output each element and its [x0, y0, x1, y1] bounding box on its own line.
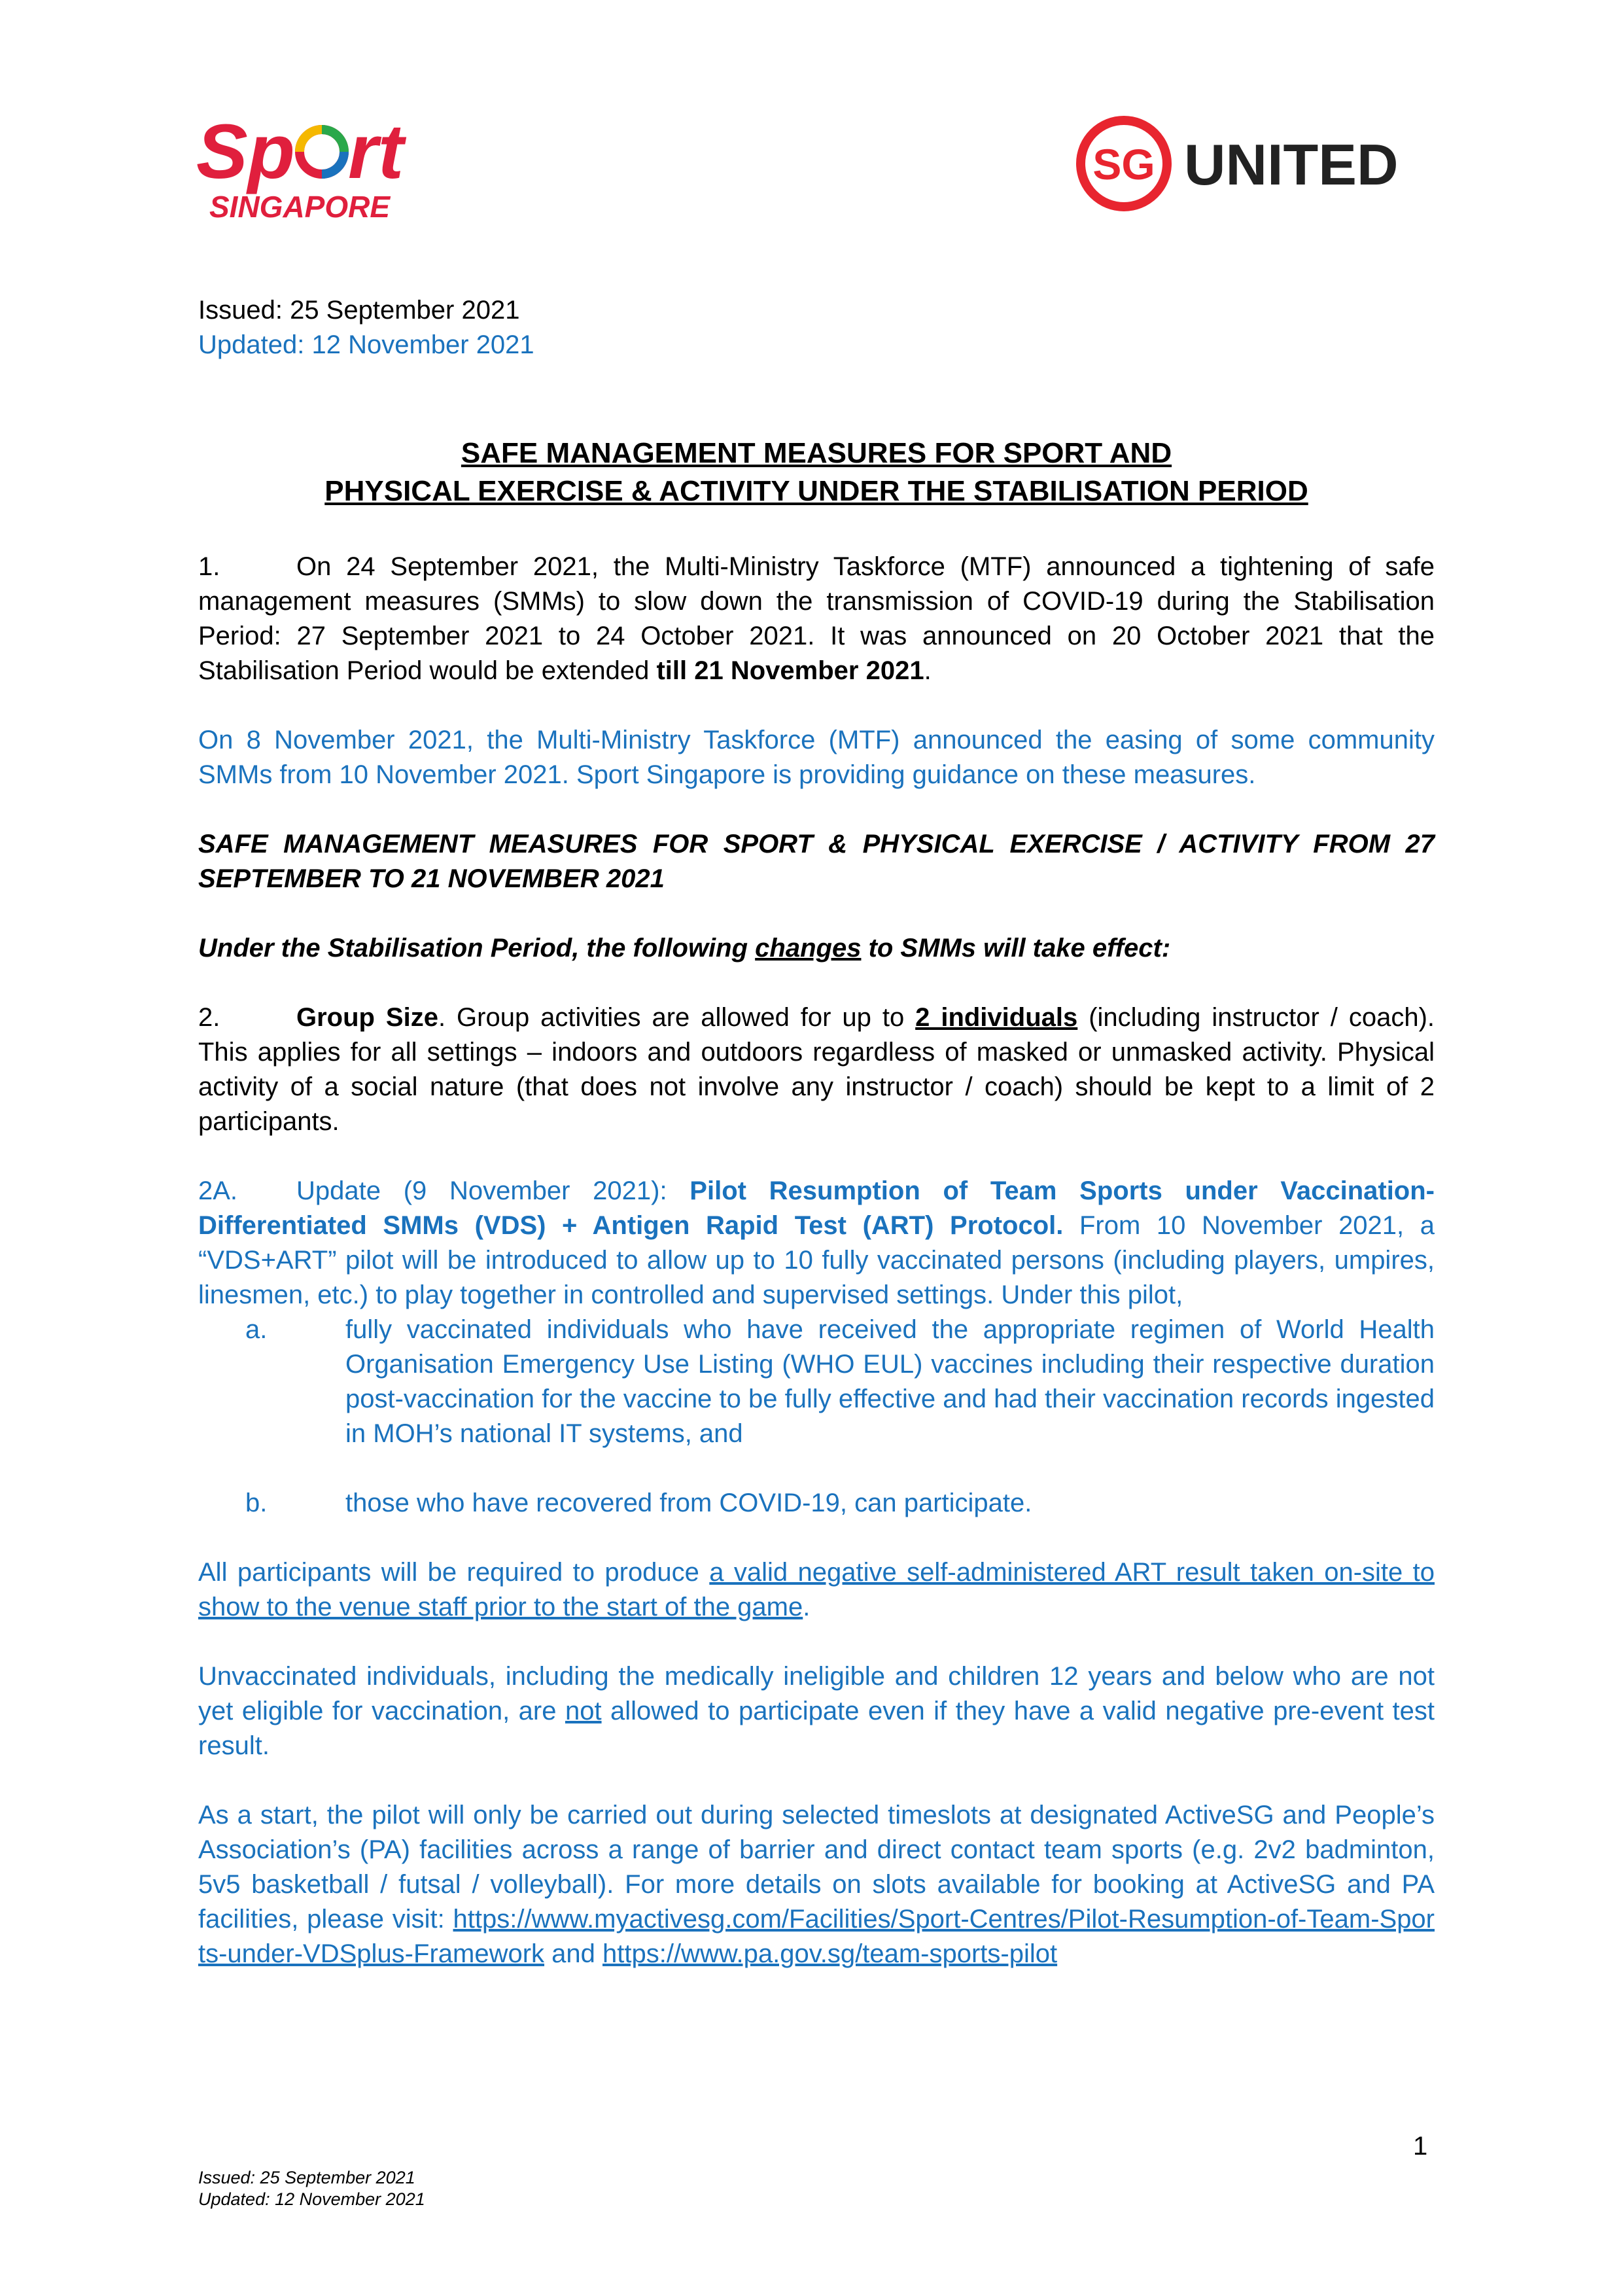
footer-issued: Issued: 25 September 2021 — [198, 2168, 415, 2187]
footer-updated: Updated: 12 November 2021 — [198, 2189, 425, 2209]
logo-sport-text-2: rt — [348, 109, 404, 195]
pa-link[interactable]: https://www.pa.gov.sg/team-sports-pilot — [602, 1939, 1058, 1968]
sport-singapore-logo — [196, 105, 445, 229]
section-heading: SAFE MANAGEMENT MEASURES FOR SPORT & PHYSICAL EXERCISE / ACTIVITY FROM 27 SEPTEMBER TO 21 NOVEMBER 2021 — [198, 830, 1435, 893]
updated-date: Updated: 12 November 2021 — [198, 330, 534, 359]
group-size-label: Group Size — [296, 1003, 438, 1032]
unvaccinated-note: Unvaccinated individuals, including the medically ineligible and children 12 years and below who are not yet eligible for vaccination, are not allowed to participate even if they have a valid negative pre-event test result. — [198, 1662, 1435, 1760]
logo-sport-ring-icon — [300, 130, 344, 174]
paragraph-1: 1. On 24 September 2021, the Multi-Ministry Taskforce (MTF) announced a tightening of safe management measures (SMMs) to slow down the transmission of COVID-19 during the Stabilisation Period: 27 September 2021 to 24 October 2021. It was announced on 20 October 2021 that the Stabilisation Period would be extended till 21 November 2021. — [198, 550, 1435, 688]
united-text: UNITED — [1184, 132, 1399, 197]
activesg-link[interactable]: https://www.myactivesg.com/Facilities/Sport-Centres/Pilot-Resumption-of-Team-Sports-under-VDSplus-Framework — [198, 1905, 1435, 1968]
list-item: a. fully vaccinated individuals who have received the appropriate regimen of World Health Organisation Emergency Use Listing (WHO EUL) vaccines including their respective duration post-vaccination for the vaccine to be fully effective and had their vaccination records ingested in MOH’s national IT systems, and — [245, 1315, 1435, 1448]
sg-badge-text: SG — [1092, 140, 1155, 188]
issued-date: Issued: 25 September 2021 — [198, 296, 520, 325]
group-size-limit: 2 individuals — [915, 1003, 1078, 1032]
title-line-2: PHYSICAL EXERCISE & ACTIVITY UNDER THE STABILISATION PERIOD — [324, 475, 1308, 507]
changes-intro: Under the Stabilisation Period, the following changes to SMMs will take effect: — [198, 934, 1171, 963]
paragraph-2a: 2A. Update (9 November 2021): Pilot Resumption of Team Sports under Vaccination-Differentiated SMMs (VDS) + Antigen Rapid Test (ART) Protocol. From 10 November 2021, a “VDS+ART” pilot will be introduced to allow up to 10 fully vaccinated persons (including players, umpires, linesmen, etc.) to play together in controlled and supervised settings. Under this pilot, — [198, 1176, 1435, 1309]
list-item: b. those who have recovered from COVID-19, can participate. — [245, 1489, 1032, 1517]
title-line-1: SAFE MANAGEMENT MEASURES FOR SPORT AND — [461, 437, 1172, 469]
paragraph-1-number: 1. — [198, 552, 220, 581]
pilot-heading: Pilot Resumption of Team Sports under Vaccination-Differentiated SMMs (VDS) + Antigen Rapid Test (ART) Protocol. — [198, 1176, 1435, 1240]
page-footer — [198, 2167, 425, 2210]
paragraph-2: 2. Group Size. Group activities are allowed for up to 2 individuals (including instructor / coach). This applies for all settings – indoors and outdoors regardless of masked or unmasked activity. Physical activity of a social nature (that does not involve any instructor / coach) should be kept to a limit of 2 participants. — [198, 1003, 1435, 1136]
update-note: On 8 November 2021, the Multi-Ministry Taskforce (MTF) announced the easing of some community SMMs from 10 November 2021. Sport Singapore is providing guidance on these measures. — [198, 726, 1435, 789]
document-body — [198, 293, 1435, 1971]
paragraph-1-bold: till 21 November 2021 — [656, 656, 924, 685]
logo-singapore-text: SINGAPORE — [209, 190, 391, 224]
paragraph-1-text: On 24 September 2021, the Multi-Ministry Taskforce (MTF) announced a tightening of safe management measures (SMMs) to slow down the transmission of COVID-19 during the Stabilisation Period: 27 September 2021 to 24 October 2021. It was announced on 20 October 2021 that the Stabilisation Period would be extended — [198, 552, 1435, 685]
logo-sport-text-1: Sp — [196, 109, 295, 195]
pilot-info: As a start, the pilot will only be carried out during selected timeslots at designated ActiveSG and People’s Association’s (PA) facilities across a range of barrier and direct contact team sports (e.g. 2v2 badminton, 5v5 basketball / futsal / volleyball). For more details on slots available for booking at ActiveSG and PA facilities, please visit: https://www.myactivesg.com/Facilities/Sport-Centres/Pilot-Resumption-of-Team-Sports-under-VDSplus-Framework and https://www.pa.gov.sg/team-sports-pilot — [198, 1801, 1435, 1968]
art-requirement: All participants will be required to produce a valid negative self-administered ART result taken on-site to show to the venue staff prior to the start of the game. — [198, 1558, 1435, 1621]
sg-united-logo — [1073, 111, 1426, 216]
page-number: 1 — [1413, 2132, 1428, 2161]
